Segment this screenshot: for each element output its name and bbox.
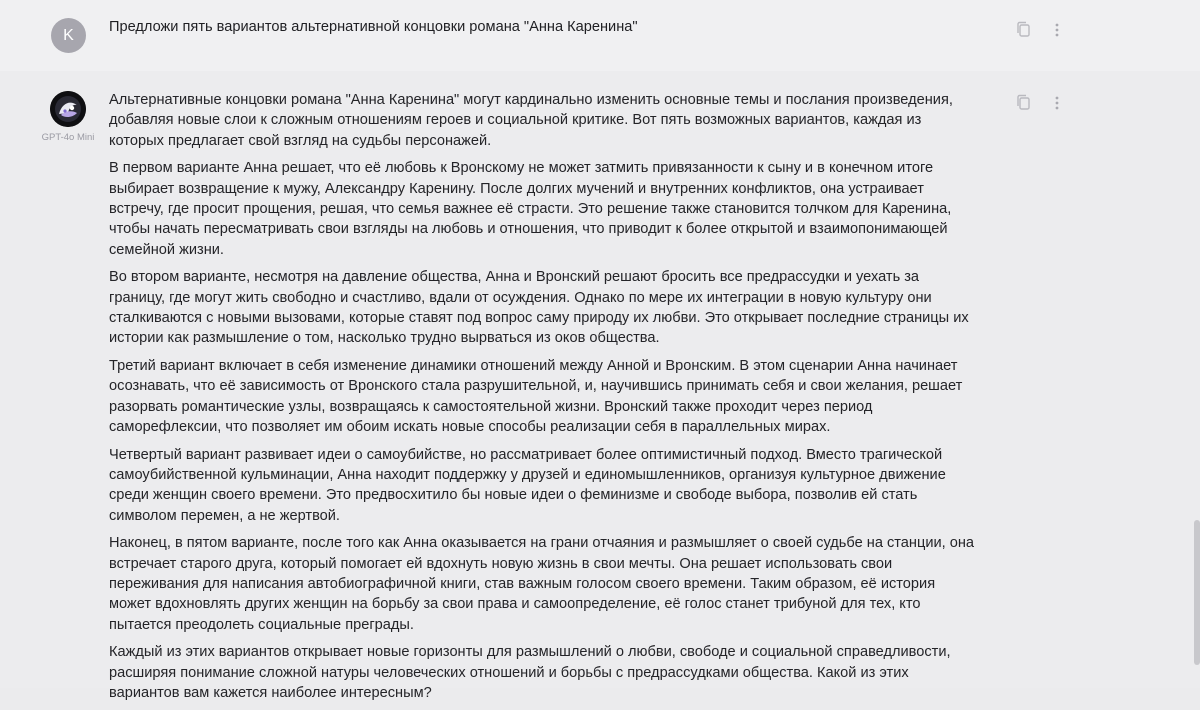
gpt-avatar-icon (50, 91, 86, 127)
copy-icon[interactable] (1014, 93, 1034, 113)
assistant-message-row (0, 71, 1200, 701)
user-message-text: Предложи пять вариантов альтернативной концовки романа "Анна Каренина" (109, 19, 638, 35)
answer-paragraph: Наконец, в пятом варианте, после того как Анна оказывается на грани отчаяния и размышляет о своей судьбе на станции, она встречает старого друга, который помогает ей вдохнуть новую жизнь в свои мечты. Она решает использовать свои переживания для написания автобиографичной книги, став важным голосом своего времени. Таким образом, её история может вдохновлять других женщин на борьбу за свои права и самоопределение, её голос станет трибуной для тех, кто пытается преодолеть социальные преграды. (109, 535, 975, 633)
answer-paragraph: Третий вариант включает в себя изменение динамики отношений между Анной и Вронским. В этом сценарии Анна начинает осознавать, что её зависимость от Вронского стала разрушительной, и, научившись принимать себя и свои желания, решает разорвать романтические узлы, возвращаясь к самостоятельной жизни. Вронский также проходит через период саморефлексии, что позволяет им обоим искать новые способы реализации себя в параллельных мирах. (109, 357, 963, 436)
assistant-message-actions (1014, 93, 1068, 113)
user-message-actions (1014, 20, 1068, 40)
answer-paragraph: Каждый из этих вариантов открывает новые горизонты для размышлений о любви, свободе и социальной справедливости, расширяя понимание сложной натуры человеческих отношений и борьбы с предрассудками общества. Какой из этих вариантов вам кажется наиболее интересным? (109, 644, 951, 701)
assistant-answer (109, 90, 979, 710)
more-vertical-icon[interactable] (1050, 93, 1064, 113)
answer-paragraph: В первом варианте Анна решает, что её любовь к Вронскому не может затмить привязанности к сыну и в конечном итоге выбирает возвращение к мужу, Александру Каренину. После долгих мучений и внутренних конфликтов, она устраивает встречу, где просит прощения, решая, что семья важнее её страсти. Это решение также становится толчком для Каренина, чтобы начать пересматривать свои взгляды на любовь и отношения, что приводит к более открытой и взаимопонимающей семейной жизни. (109, 160, 952, 258)
copy-icon[interactable] (1014, 20, 1034, 40)
user-avatar-initial: K (63, 26, 74, 44)
scrollbar-thumb[interactable] (1194, 520, 1200, 665)
model-label: GPT-4o Mini (41, 132, 95, 143)
user-message-row (0, 0, 1200, 71)
user-avatar (51, 18, 86, 53)
answer-paragraph: Альтернативные концовки романа "Анна Каренина" могут кардинально изменить основные темы и послания произведения, добавляя новые слои к сложным отношениям героев и социальной критике. Вот пять возможных вариантов, каждая из которых предлагает свой взгляд на судьбы персонажей. (109, 92, 953, 149)
answer-paragraph: Четвертый вариант развивает идеи о самоубийстве, но рассматривает более оптимистичный подход. Вместо трагической самоубийственной кульминации, Анна находит поддержку у друзей и единомышленников, организуя культурное движение среди женщин своего времени. Это предвосхитило бы новые идеи о феминизме и свободе выбора, позволив ей стать символом перемен, а не жертвой. (109, 446, 946, 524)
more-vertical-icon[interactable] (1050, 20, 1064, 40)
answer-paragraph: Во втором варианте, несмотря на давление общества, Анна и Вронский решают бросить все предрассудки и уехать за границу, где могут жить свободно и счастливо, вдали от осуждения. Однако по мере их интеграции в новую культуру они сталкиваются с новыми вызовами, которые ставят под вопрос саму природу их любви. Это открывает последние страницы их истории как размышление о том, насколько трудно вырваться из оков общества. (109, 269, 969, 347)
